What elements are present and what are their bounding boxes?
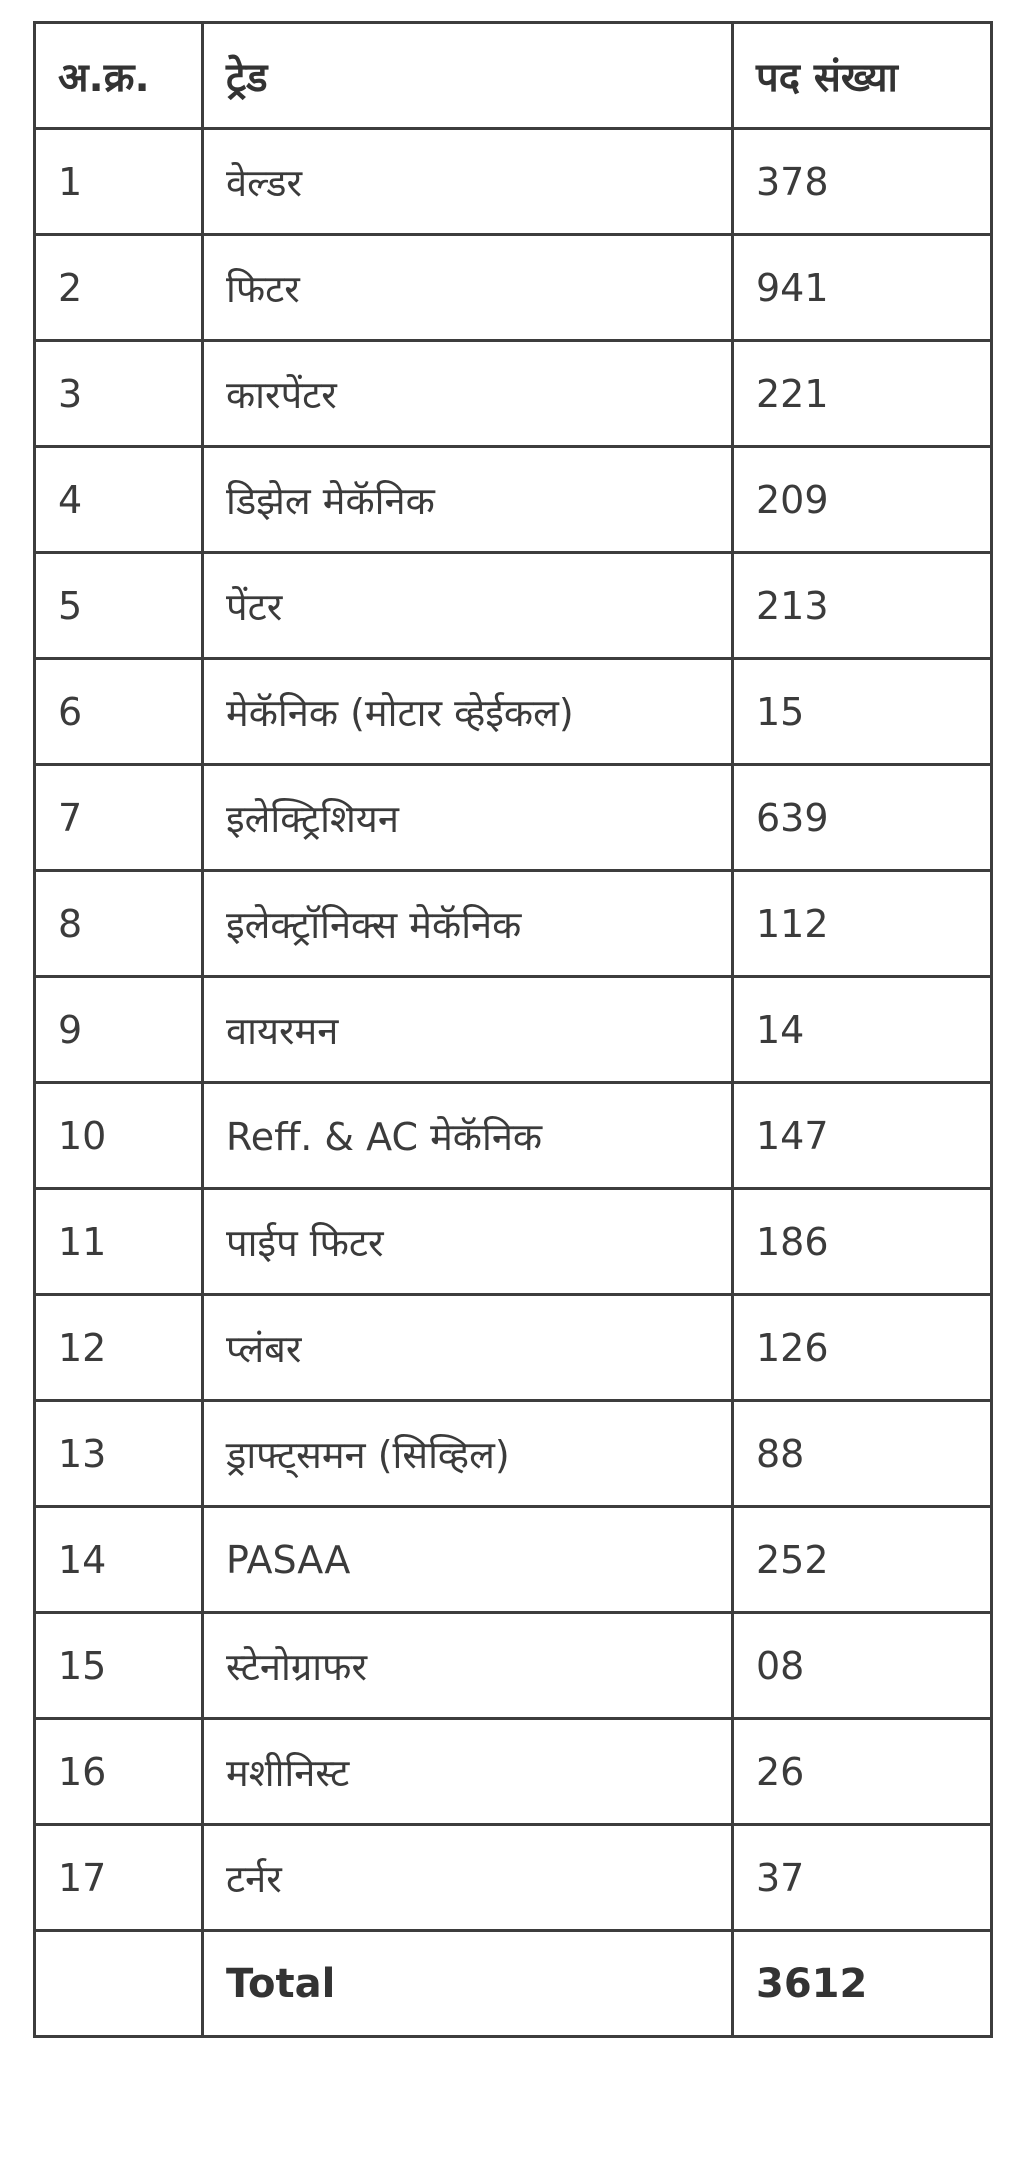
row-serial-number: 9: [35, 977, 203, 1083]
header-post-count: पद संख्या: [733, 23, 992, 129]
total-post-count: 3612: [733, 1931, 992, 2037]
row-trade-name: स्टेनोग्राफर: [203, 1613, 733, 1719]
row-trade-name: टर्नर: [203, 1825, 733, 1931]
total-row: [35, 1931, 992, 2037]
row-serial-number: 15: [35, 1613, 203, 1719]
header-trade: ट्रेड: [203, 23, 733, 129]
row-trade-name: वायरमन: [203, 977, 733, 1083]
row-serial-number: 13: [35, 1401, 203, 1507]
row-serial-number: 2: [35, 235, 203, 341]
row-serial-number: 6: [35, 659, 203, 765]
header-serial-number: अ.क्र.: [35, 23, 203, 129]
row-post-count: 378: [733, 129, 992, 235]
row-post-count: 08: [733, 1613, 992, 1719]
row-post-count: 147: [733, 1083, 992, 1189]
row-serial-number: 7: [35, 765, 203, 871]
trade-posts-table: [33, 21, 993, 2038]
row-post-count: 126: [733, 1295, 992, 1401]
row-serial-number: 8: [35, 871, 203, 977]
row-trade-name: इलेक्ट्रॉनिक्स मेकॅनिक: [203, 871, 733, 977]
row-trade-name: पेंटर: [203, 553, 733, 659]
row-post-count: 639: [733, 765, 992, 871]
row-trade-name: कारपेंटर: [203, 341, 733, 447]
table-row: [35, 1083, 992, 1189]
row-serial-number: 10: [35, 1083, 203, 1189]
row-post-count: 209: [733, 447, 992, 553]
table-row: [35, 1189, 992, 1295]
table-row: [35, 1825, 992, 1931]
row-trade-name: Reff. & AC मेकॅनिक: [203, 1083, 733, 1189]
total-serial-number: [35, 1931, 203, 2037]
row-trade-name: मशीनिस्ट: [203, 1719, 733, 1825]
table-row: [35, 1401, 992, 1507]
table-row: [35, 553, 992, 659]
row-trade-name: डिझेल मेकॅनिक: [203, 447, 733, 553]
table-row: [35, 1295, 992, 1401]
table-row: [35, 1613, 992, 1719]
table-row: [35, 1507, 992, 1613]
row-post-count: 186: [733, 1189, 992, 1295]
table-row: [35, 341, 992, 447]
row-post-count: 26: [733, 1719, 992, 1825]
row-trade-name: पाईप फिटर: [203, 1189, 733, 1295]
table-row: [35, 1719, 992, 1825]
table-row: [35, 447, 992, 553]
table-row: [35, 659, 992, 765]
row-serial-number: 16: [35, 1719, 203, 1825]
table-row: [35, 977, 992, 1083]
row-post-count: 88: [733, 1401, 992, 1507]
row-trade-name: प्लंबर: [203, 1295, 733, 1401]
row-trade-name: PASAA: [203, 1507, 733, 1613]
row-trade-name: इलेक्ट्रिशियन: [203, 765, 733, 871]
row-trade-name: मेकॅनिक (मोटार व्हेईकल): [203, 659, 733, 765]
row-post-count: 213: [733, 553, 992, 659]
row-serial-number: 5: [35, 553, 203, 659]
row-serial-number: 3: [35, 341, 203, 447]
total-label: Total: [203, 1931, 733, 2037]
table-header-row: [35, 23, 992, 129]
row-post-count: 112: [733, 871, 992, 977]
row-serial-number: 17: [35, 1825, 203, 1931]
row-post-count: 252: [733, 1507, 992, 1613]
row-trade-name: वेल्डर: [203, 129, 733, 235]
row-serial-number: 12: [35, 1295, 203, 1401]
row-serial-number: 4: [35, 447, 203, 553]
row-post-count: 15: [733, 659, 992, 765]
row-serial-number: 11: [35, 1189, 203, 1295]
row-trade-name: फिटर: [203, 235, 733, 341]
table-row: [35, 129, 992, 235]
row-post-count: 14: [733, 977, 992, 1083]
recruitment-table-container: [33, 21, 990, 2038]
table-row: [35, 235, 992, 341]
row-post-count: 941: [733, 235, 992, 341]
row-trade-name: ड्राफ्ट्समन (सिव्हिल): [203, 1401, 733, 1507]
row-post-count: 37: [733, 1825, 992, 1931]
row-serial-number: 14: [35, 1507, 203, 1613]
row-post-count: 221: [733, 341, 992, 447]
table-row: [35, 765, 992, 871]
row-serial-number: 1: [35, 129, 203, 235]
table-row: [35, 871, 992, 977]
table-body: [35, 129, 992, 2037]
